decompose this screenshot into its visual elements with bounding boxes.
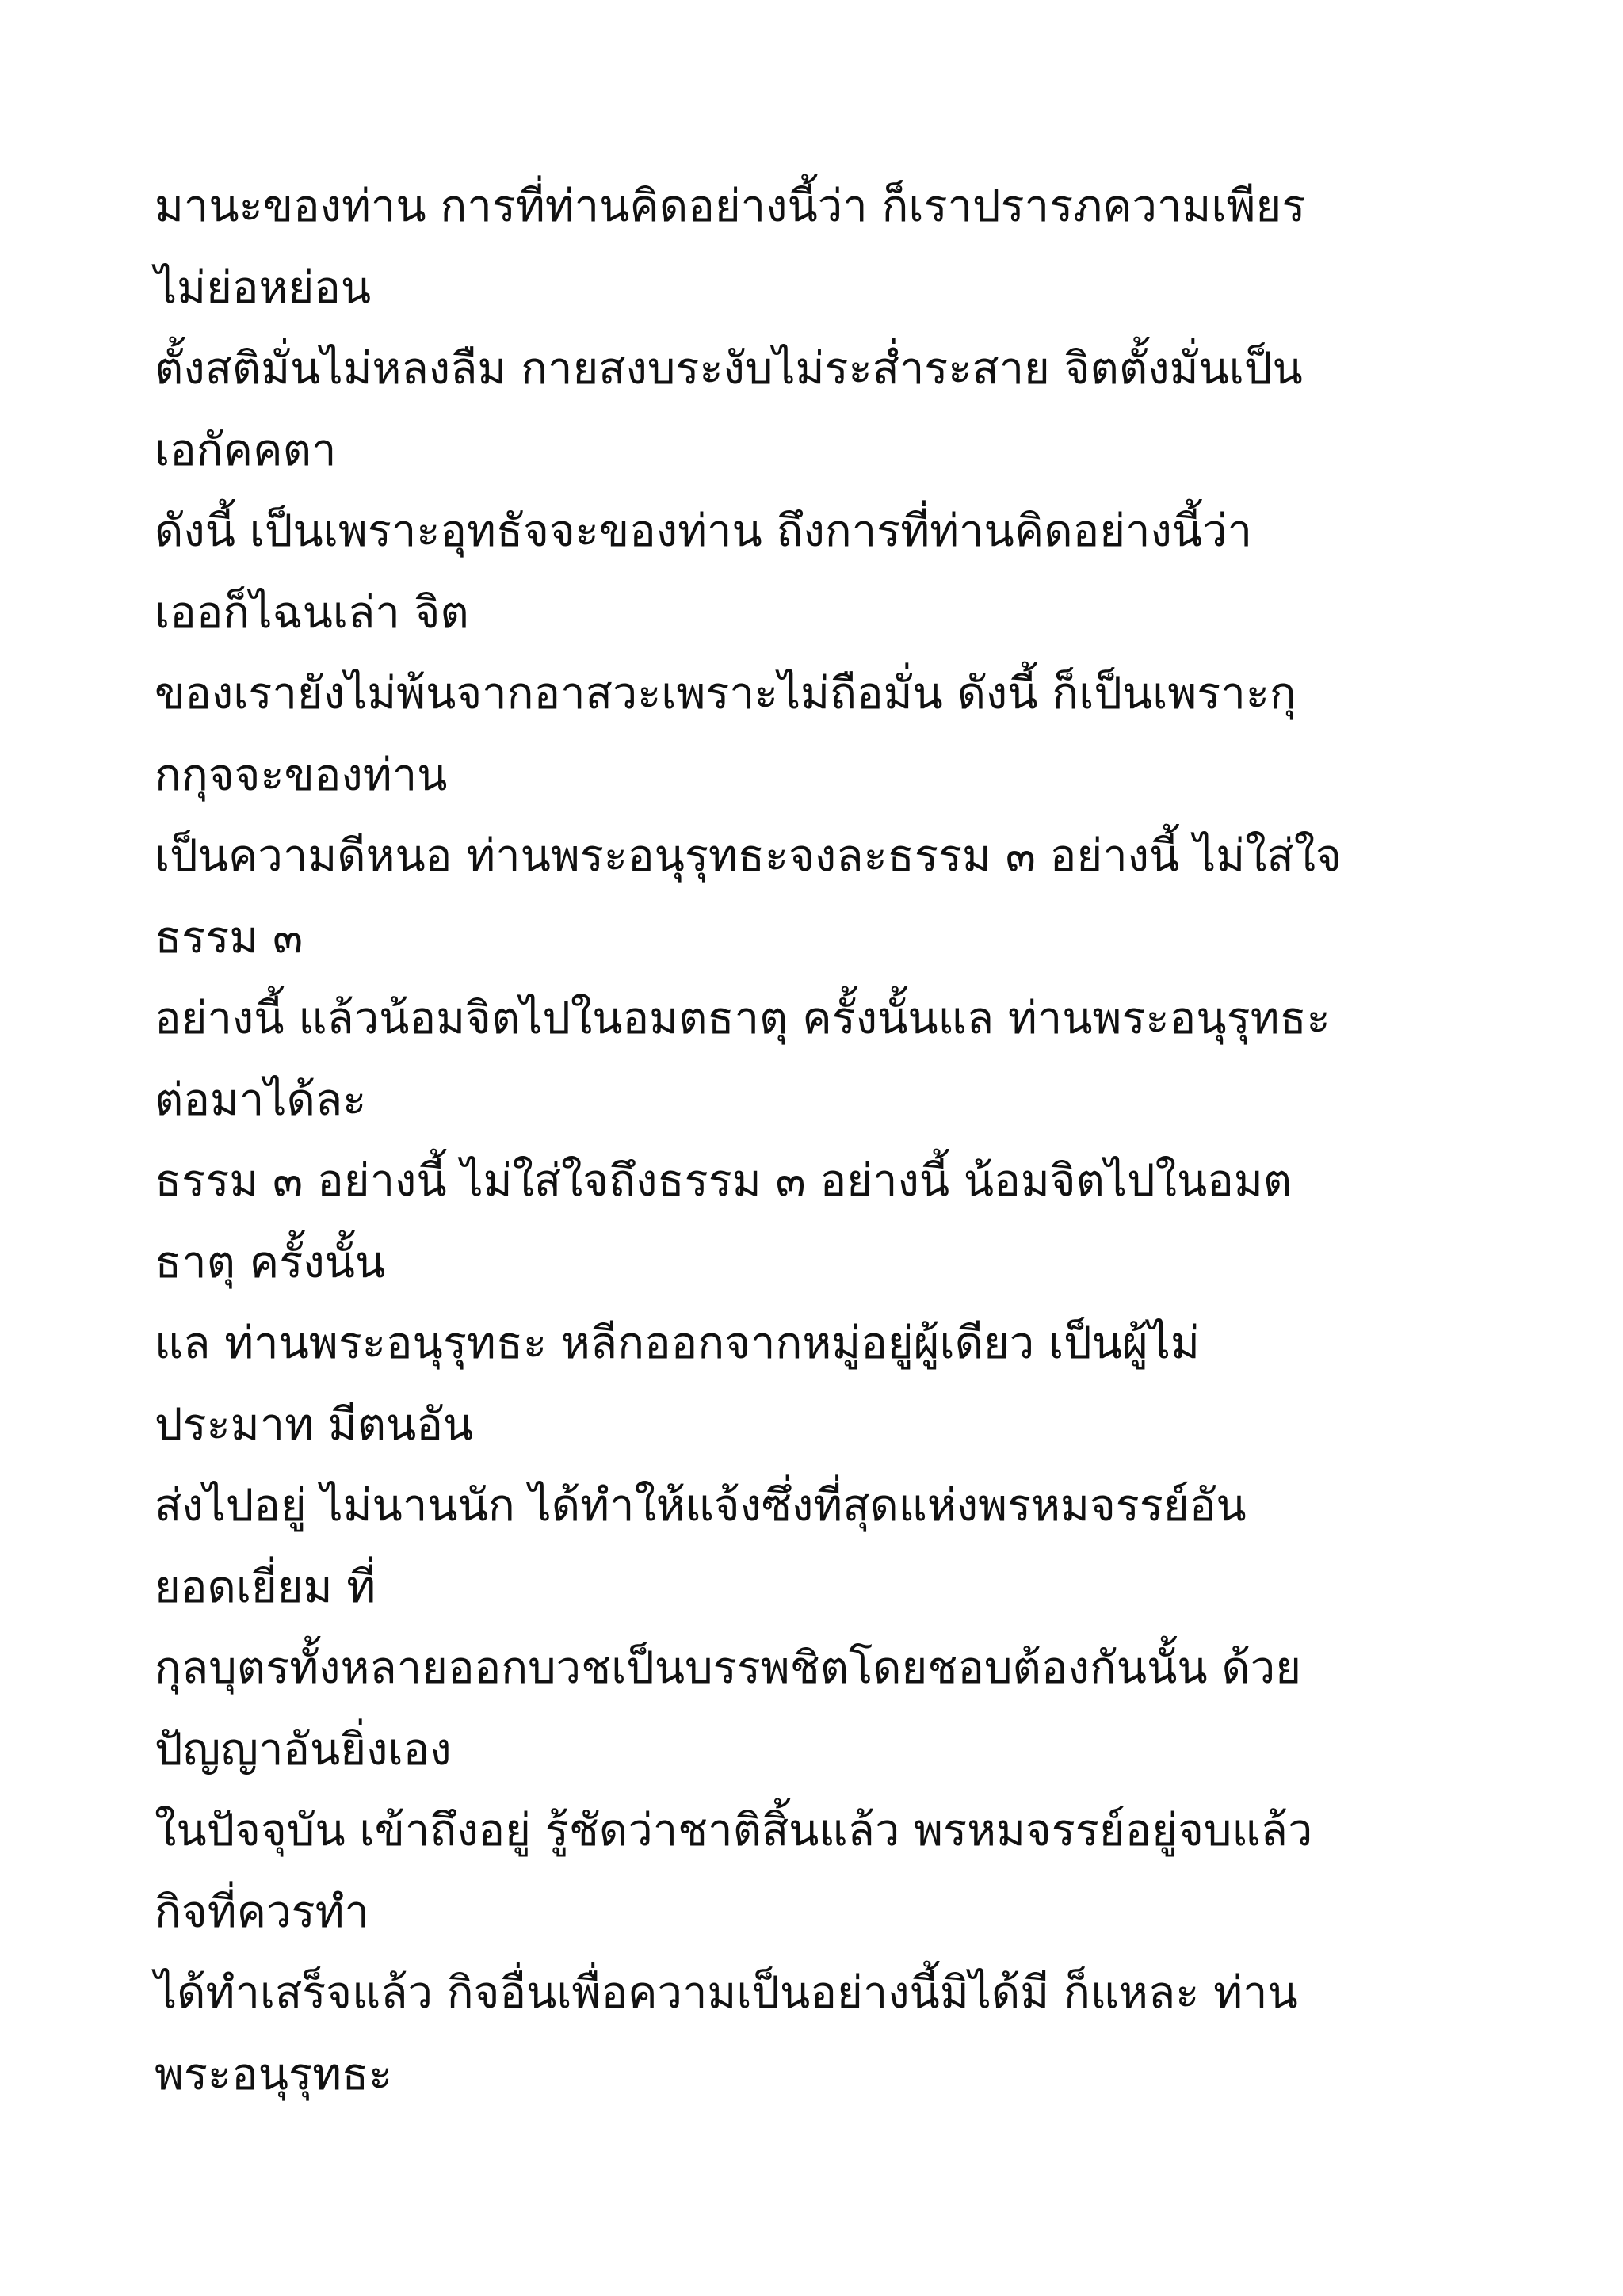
text-line: กกุจจะของท่าน	[155, 749, 448, 801]
text-line: เป็นความดีหนอ ท่านพระอนุรุทธะจงละธรรม ๓ อย่างนี้ ไม่ใส่ใจ	[155, 830, 1342, 882]
text-line: ไม่ย่อหย่อน	[155, 261, 372, 314]
text-line: กิจที่ควรทำ	[155, 1886, 369, 1938]
text-line: เออก็ไฉนเล่า จิต	[155, 586, 469, 639]
text-line: ธรรม ๓	[155, 911, 304, 963]
text-line: ประมาท มีตนอัน	[155, 1398, 474, 1451]
text-line: ในปัจจุบัน เข้าถึงอยู่ รู้ชัดว่าชาติสิ้นแล้ว พรหมจรรย์อยู่จบแล้ว	[155, 1805, 1313, 1856]
text-line: ได้ทำเสร็จแล้ว กิจอื่นเพื่อความเป็นอย่างนี้มิได้มี ก็แหละ ท่าน	[155, 1967, 1298, 2019]
text-line: มานะของท่าน การที่ท่านคิดอย่างนี้ว่า ก็เราปรารภความเพียร	[155, 181, 1306, 232]
document-body	[155, 166, 1502, 2115]
text-line: ส่งไปอยู่ ไม่นานนัก ได้ทำให้แจ้งซึ่งที่สุดแห่งพรหมจรรย์อัน	[155, 1480, 1247, 1531]
text-line: ตั้งสติมั่นไม่หลงลืม กายสงบระงับไม่ระส่ำระสาย จิตตั้งมั่นเป็น	[155, 343, 1303, 395]
text-line: กุลบุตรทั้งหลายออกบวชเป็นบรรพชิตโดยชอบต้องกันนั้น ด้วย	[155, 1642, 1302, 1694]
text-line: ดังนี้ เป็นเพราะอุทธัจจะของท่าน ถึงการที่ท่านคิดอย่างนี้ว่า	[155, 505, 1253, 557]
text-line: ปัญญาอันยิ่งเอง	[155, 1723, 452, 1775]
text-line: ธาตุ ครั้งนั้น	[155, 1236, 386, 1288]
text-line: ของเรายังไม่พ้นจากอาสวะเพราะไม่ถือมั่น ดังนี้ ก็เป็นเพราะกุ	[155, 668, 1296, 719]
text-line: แล ท่านพระอนุรุทธะ หลีกออกจากหมู่อยู่ผู้เดียว เป็นผู้ไม่	[155, 1318, 1200, 1369]
text-line: พระอนุรุทธะ	[155, 2048, 393, 2100]
text-line: เอกัคคตา	[155, 424, 337, 476]
text-line: ต่อมาได้ละ	[155, 1074, 367, 1126]
text-line: ยอดเยี่ยม ที่	[155, 1561, 376, 1613]
text-line: อย่างนี้ แล้วน้อมจิตไปในอมตธาตุ ครั้งนั้นแล ท่านพระอนุรุทธะ	[155, 993, 1331, 1044]
text-line: ธรรม ๓ อย่างนี้ ไม่ใส่ใจถึงธรรม ๓ อย่างนี้ น้อมจิตไปในอมต	[155, 1155, 1293, 1207]
